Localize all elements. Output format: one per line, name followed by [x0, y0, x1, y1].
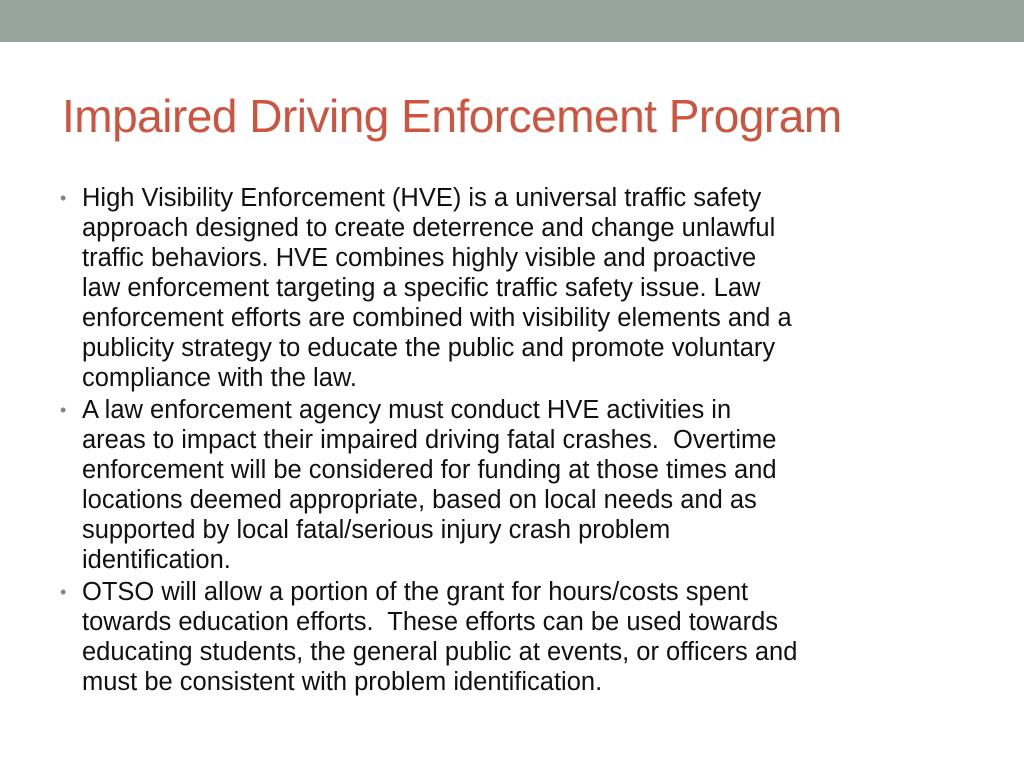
- bullet-line: law enforcement targeting a specific traffic safety issue. Law: [82, 274, 761, 302]
- bullet-line: towards education efforts. These efforts can be used towards: [82, 608, 778, 636]
- bullet-line: A law enforcement agency must conduct HVE activities in: [82, 396, 732, 424]
- bullet-item-education-efforts: [60, 577, 972, 697]
- bullet-item-hve-definition: [60, 183, 972, 393]
- bullet-text: [82, 395, 972, 575]
- bullet-line: must be consistent with problem identification.: [82, 668, 603, 696]
- slide-title: Impaired Driving Enforcement Program: [62, 90, 842, 142]
- bullet-line: areas to impact their impaired driving fatal crashes. Overtime: [82, 426, 777, 454]
- bullet-line: enforcement will be considered for funding at those times and: [82, 456, 777, 484]
- bullet-line: locations deemed appropriate, based on local needs and as: [82, 486, 757, 514]
- bullet-line: publicity strategy to educate the public and promote voluntary: [82, 334, 776, 362]
- bullet-dot-icon: •: [60, 582, 67, 602]
- bullet-line: supported by local fatal/serious injury crash problem: [82, 516, 671, 544]
- bullet-line: approach designed to create deterrence and change unlawful: [82, 214, 776, 242]
- bullet-list: [60, 183, 972, 699]
- bullet-line: traffic behaviors. HVE combines highly visible and proactive: [82, 244, 757, 272]
- bullet-line: OTSO will allow a portion of the grant for hours/costs spent: [82, 578, 749, 606]
- bullet-text: [82, 577, 972, 697]
- bullet-line: identification.: [82, 546, 231, 574]
- bullet-text: [82, 183, 972, 393]
- bullet-line: compliance with the law.: [82, 364, 357, 392]
- bullet-line: enforcement efforts are combined with visibility elements and a: [82, 304, 792, 332]
- top-accent-bar: [0, 0, 1024, 42]
- bullet-dot-icon: •: [60, 188, 67, 208]
- bullet-line: High Visibility Enforcement (HVE) is a universal traffic safety: [82, 184, 762, 212]
- bullet-line: educating students, the general public at events, or officers and: [82, 638, 798, 666]
- bullet-dot-icon: •: [60, 400, 67, 420]
- bullet-item-hve-activities: [60, 395, 972, 575]
